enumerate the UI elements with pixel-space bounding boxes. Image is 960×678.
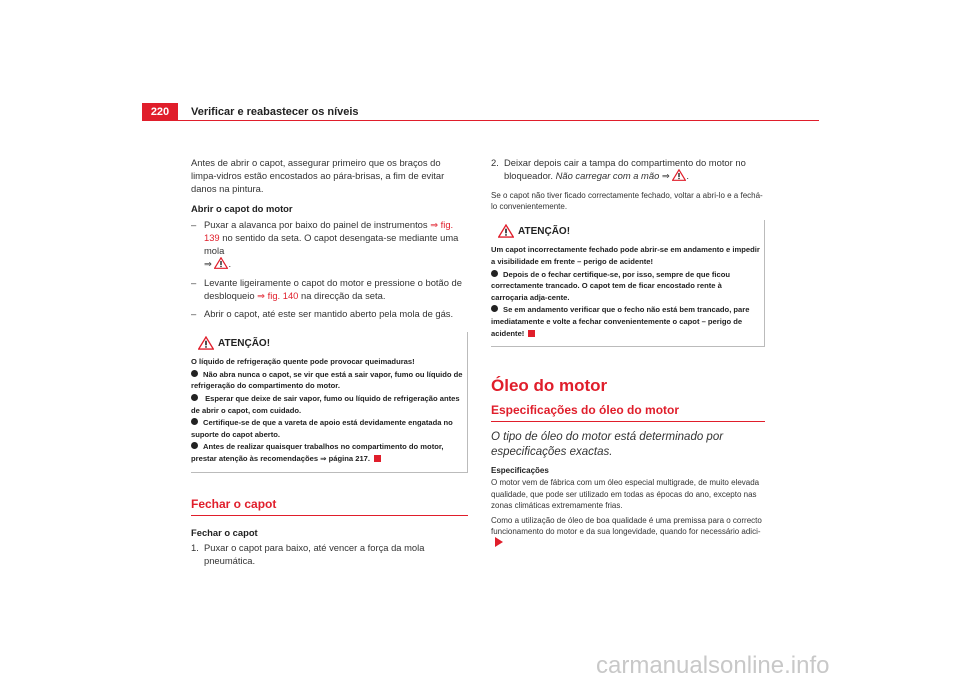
watermark: carmanualsonline.info xyxy=(596,652,830,678)
warning-box-coolant xyxy=(191,332,468,472)
end-mark-icon xyxy=(374,455,381,462)
warning-box-hood-closed xyxy=(491,220,765,347)
warning-bullet: Se em andamento verificar que o fecho não está bem trancado, pare imediatamente e volte a fechar convenientemente o capot – perigo de acidente! xyxy=(491,305,750,338)
page-217-link[interactable]: página 217. xyxy=(326,453,371,463)
warning-bullet: Depois de o fechar certifique-se, por isso, sempre de que ficou correctamente trancado. O capot tem de ficar encostado rente à carroçaria adja-cente. xyxy=(491,269,731,302)
warning-bullet: Certifique-se de que a vareta de apoio está devidamente engatada no suporte do capot aberto. xyxy=(191,418,453,439)
bullet-icon xyxy=(191,394,198,401)
open-step-2: – Levante ligeiramente o capot do motor e pressione o botão de desbloqueio ⇒ fig. 140 na direcção da seta. xyxy=(191,276,462,301)
bullet-icon xyxy=(191,370,198,377)
close-step-1: 1. Puxar o capot para baixo, até vencer a força da mola pneumática. xyxy=(191,541,425,566)
ref-arrow: ⇒ xyxy=(661,170,670,182)
warning-title: ATENÇÃO! xyxy=(218,337,271,349)
bullet-icon xyxy=(491,305,498,312)
warning-bullet: Não abra nunca o capot, se vir que está a sair vapor, fumo ou líquido de refrigeração do compartimento do motor. xyxy=(191,369,463,391)
dash-marker: – xyxy=(191,308,197,320)
close-hood-heading: Fechar o capot xyxy=(191,526,258,538)
header-rule xyxy=(142,120,819,121)
fig-140-link[interactable]: fig. 140 xyxy=(267,289,299,301)
ref-arrow: ⇒ xyxy=(430,218,439,230)
step-number: 1. xyxy=(191,541,199,553)
warning-triangle-icon[interactable] xyxy=(214,257,228,269)
warning-body xyxy=(191,356,463,464)
spec-paragraph-1: O motor vem de fábrica com um óleo especial multigrade, de muito elevada qualidade, que pode ser utilizado em todas as épocas do ano, excepto nas zonas climáticas extremamente frias. xyxy=(491,478,760,510)
chapter-title: Óleo do motor xyxy=(491,376,608,396)
open-step-3: – Abrir o capot, até este ser mantido aberto pela mola de gás. xyxy=(191,308,454,320)
fig-139-link[interactable]: fig. 139 xyxy=(204,218,454,244)
warning-triangle-icon xyxy=(498,224,514,238)
italic-warning: Não carregar com a mão xyxy=(555,170,660,182)
oil-spec-section-heading: Especificações do óleo do motor xyxy=(491,403,765,422)
continue-arrow-icon xyxy=(495,537,503,547)
dash-marker: – xyxy=(191,218,197,230)
warning-title: ATENÇÃO! xyxy=(518,225,571,237)
spec-heading: Especificações xyxy=(491,466,549,476)
bullet-icon xyxy=(491,270,498,277)
warning-bullet: Antes de realizar quaisquer trabalhos no compartimento do motor, prestar atenção às recomendações ⇒ página 217. xyxy=(191,442,444,463)
ref-arrow: ⇒ xyxy=(320,453,327,463)
warning-bullet: Esperar que deixe de sair vapor, fumo ou líquido de refrigeração antes de abrir o capot, com cuidado. xyxy=(191,394,460,415)
spec-paragraph-2: Como a utilização de óleo de boa qualidade é uma premissa para o correcto funcionamento do motor e da sua longevidade, quando for necessário adici- xyxy=(491,515,765,550)
section-subtitle: O tipo de óleo do motor está determinado por especificações exactas. xyxy=(491,431,724,458)
right-column xyxy=(491,156,765,554)
left-column xyxy=(191,156,468,572)
close-note: Se o capot não tiver ficado correctamente fechado, voltar a abri-lo e a fechá-lo convenientemente. xyxy=(491,191,763,212)
page-number: 220 xyxy=(142,103,178,121)
warning-triangle-icon[interactable] xyxy=(672,169,686,181)
close-hood-section-heading: Fechar o capot xyxy=(191,497,468,516)
end-mark-icon xyxy=(528,330,535,337)
step-number: 2. xyxy=(491,157,499,168)
warning-lead: Um capot incorrectamente fechado pode abrir-se em andamento e impedir a visibilidade em frente – perigo de acidente! xyxy=(491,245,760,266)
bullet-icon xyxy=(191,418,198,425)
dash-marker: – xyxy=(191,276,197,288)
ref-arrow: ⇒ xyxy=(204,258,212,270)
intro-paragraph: Antes de abrir o capot, assegurar primeiro que os braços do limpa-vidros estão encostados ao pára-brisas, a fim de evitar danos na pintura. xyxy=(191,157,445,195)
warning-lead: O líquido de refrigeração quente pode provocar queimaduras! xyxy=(191,357,415,367)
warning-header xyxy=(491,220,760,242)
open-step-1: – Puxar a alavanca por baixo do painel de instrumentos ⇒ fig. 139 no sentido da seta. O capot desengata-se mediante uma mola ⇒ . xyxy=(191,218,459,270)
warning-body xyxy=(491,244,760,339)
page-header-title: Verificar e reabastecer os níveis xyxy=(191,106,359,118)
warning-triangle-icon xyxy=(198,336,214,350)
close-step-2: 2. Deixar depois cair a tampa do compartimento do motor no bloqueador. Não carregar com a mão ⇒ . xyxy=(491,157,746,182)
bullet-icon xyxy=(191,442,198,449)
open-hood-heading: Abrir o capot do motor xyxy=(191,202,293,214)
warning-header xyxy=(191,332,463,354)
ref-arrow: ⇒ xyxy=(257,289,266,301)
